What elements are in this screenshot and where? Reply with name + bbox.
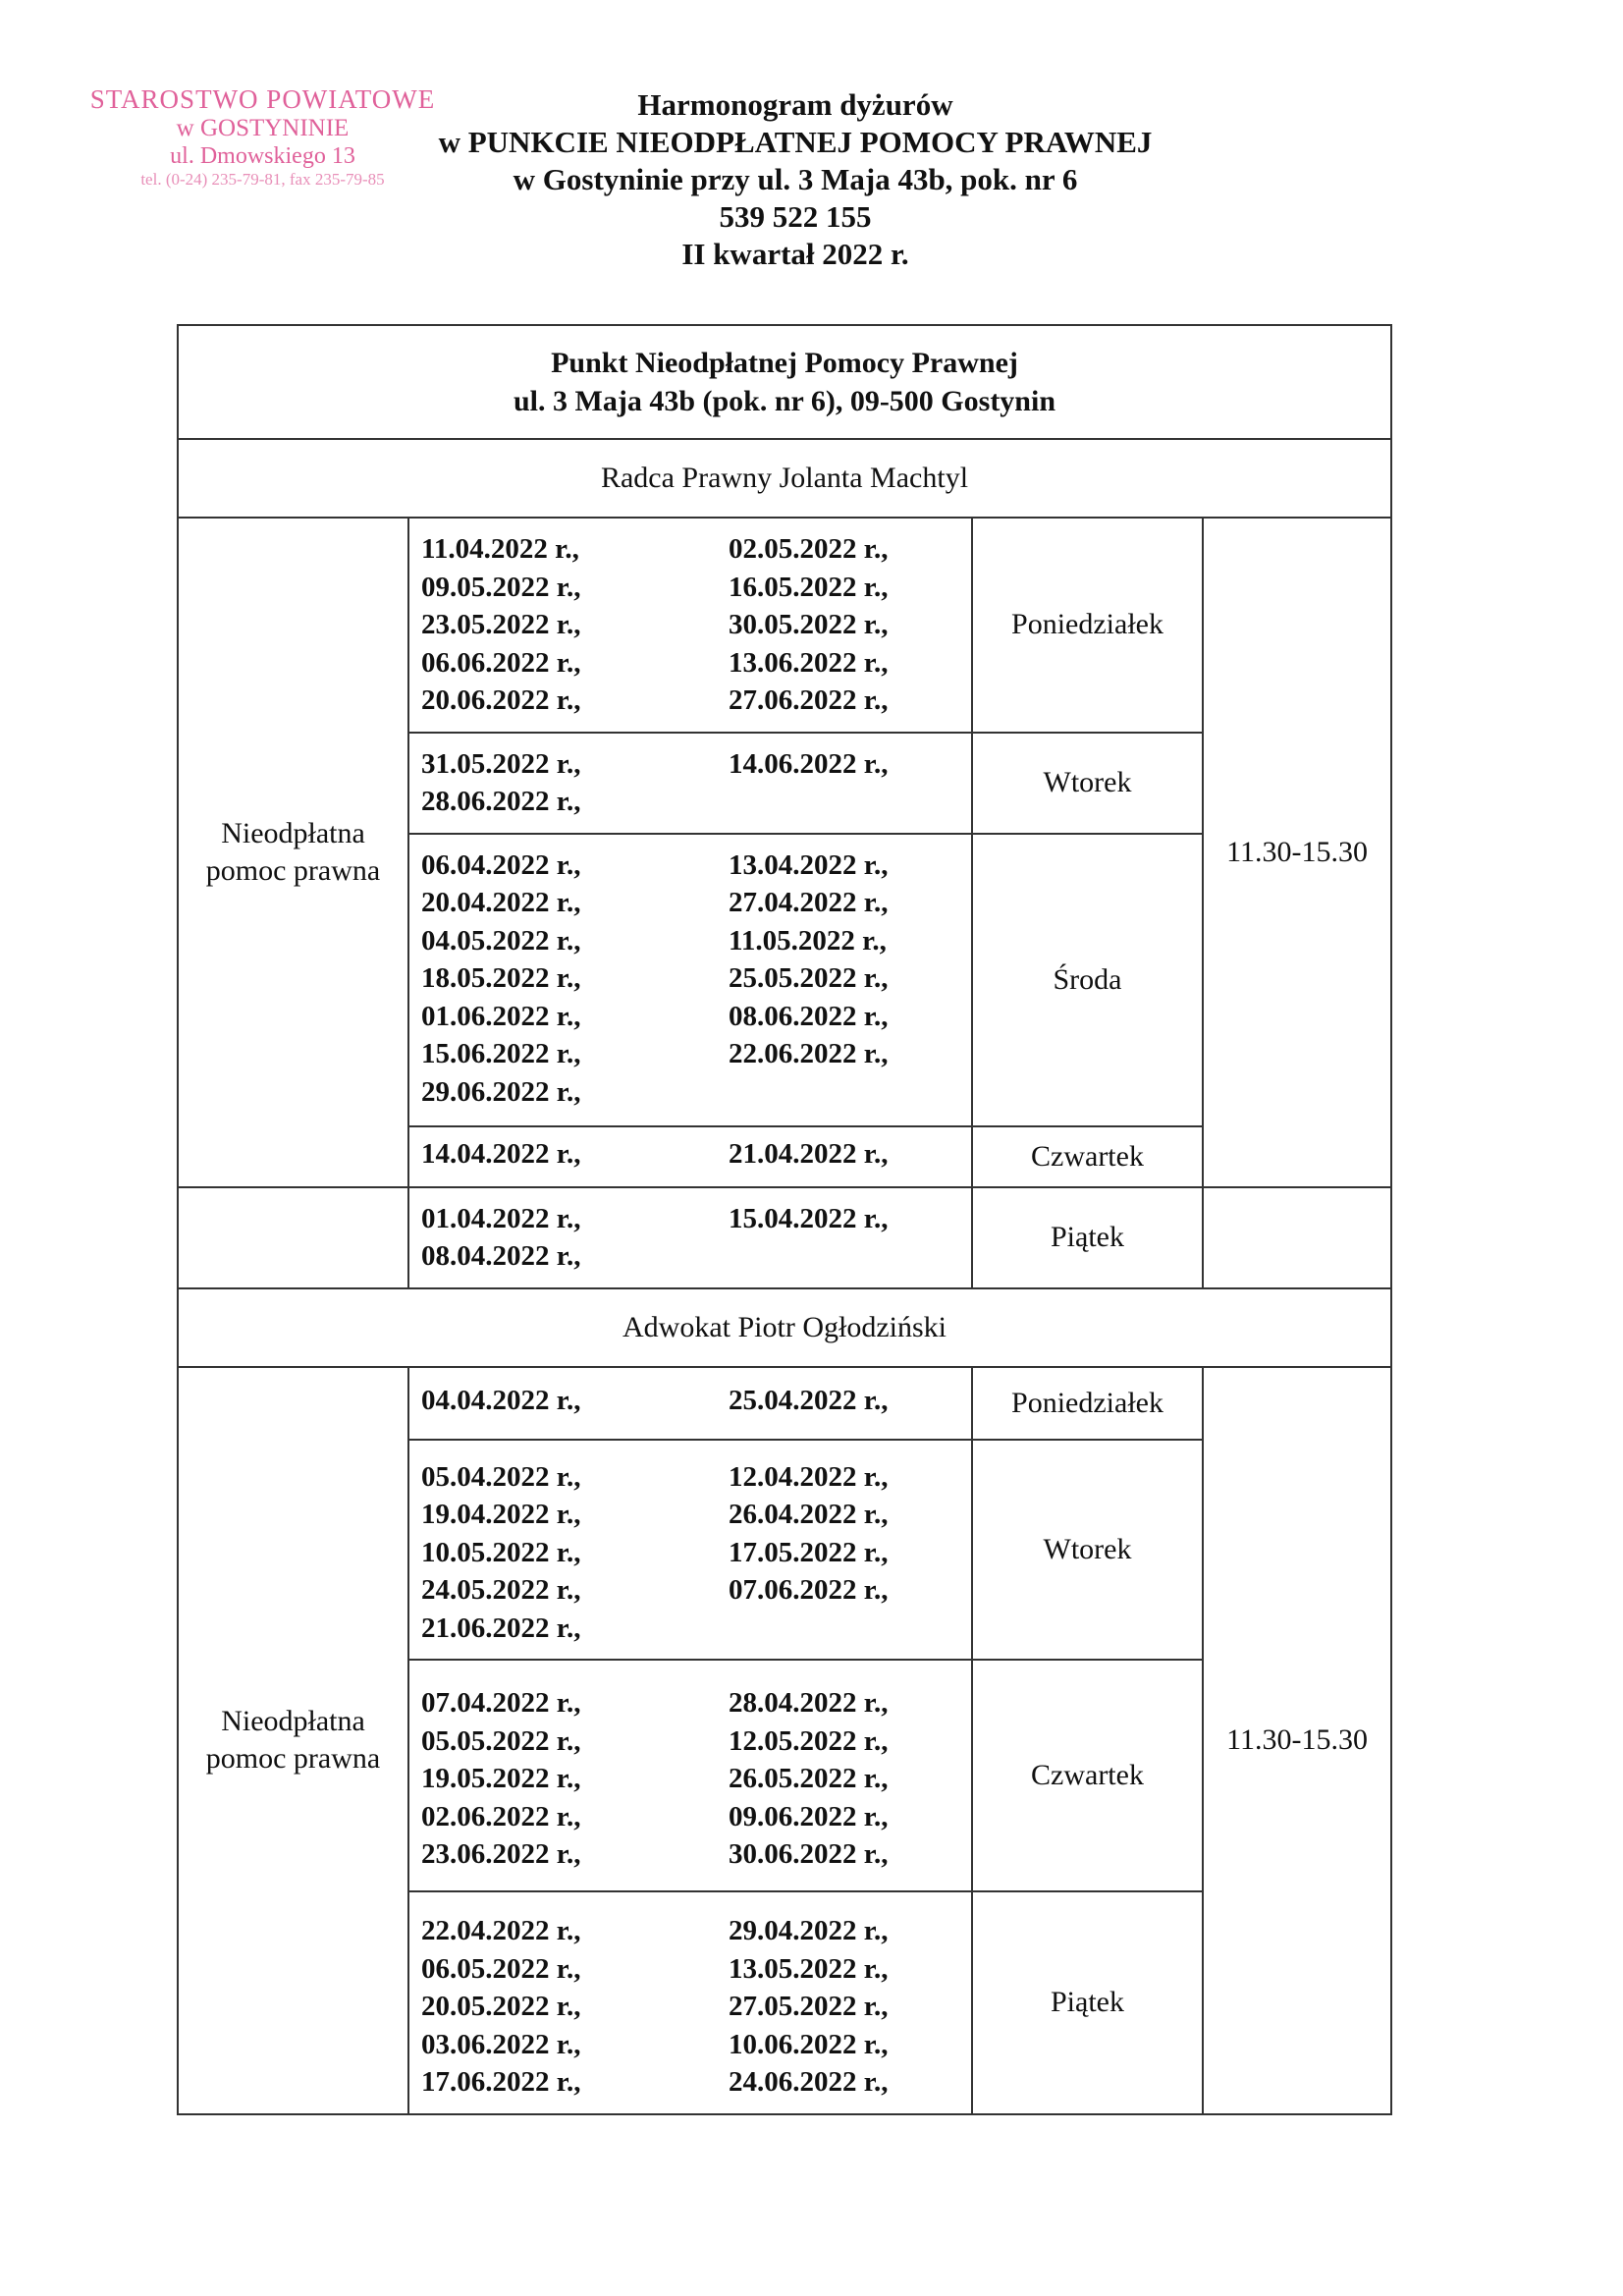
- section-2-dates-monday: [408, 1367, 972, 1440]
- date-entry: 24.05.2022 r.,: [421, 1574, 581, 1606]
- date-entry: 18.05.2022 r.,: [421, 962, 581, 994]
- date-entry: 06.04.2022 r.,: [421, 848, 581, 881]
- date-entry: 22.06.2022 r.,: [729, 1038, 889, 1069]
- date-entry: 11.04.2022 r.,: [421, 533, 579, 565]
- section-2-day-tuesday: Wtorek: [972, 1440, 1203, 1661]
- date-entry: 02.06.2022 r.,: [421, 1800, 581, 1832]
- section-2-service-label: [178, 1367, 408, 2114]
- stamp-line-1: STAROSTWO POWIATOWE: [89, 84, 436, 114]
- section-1-day-monday: Poniedziałek: [972, 518, 1203, 733]
- section-1-hours: 11.30-15.30: [1203, 518, 1391, 1187]
- date-entry: 30.06.2022 r.,: [729, 1838, 889, 1870]
- date-entry: 03.06.2022 r.,: [421, 2028, 581, 2060]
- section-1-dates-friday: [408, 1187, 972, 1288]
- date-entry: 15.04.2022 r.,: [729, 1202, 889, 1234]
- date-entry: 23.06.2022 r.,: [421, 1838, 581, 1870]
- date-entry: 29.04.2022 r.,: [729, 1915, 889, 1946]
- section-1-day-tuesday: Wtorek: [972, 733, 1203, 834]
- header-line-3: w Gostyninie przy ul. 3 Maja 43b, pok. nr 6: [513, 162, 1078, 196]
- header-phone: 539 522 155: [719, 199, 872, 234]
- document-header: [393, 86, 1198, 273]
- stamp-line-3: ul. Dmowskiego 13: [170, 142, 355, 169]
- section-2-day-monday: Poniedziałek: [972, 1367, 1203, 1440]
- date-entry: 17.06.2022 r.,: [421, 2066, 581, 2098]
- date-entry: 25.05.2022 r.,: [729, 962, 889, 994]
- section-1-dates-tuesday: [408, 733, 972, 834]
- section-2-dates-thursday: [408, 1660, 972, 1891]
- date-entry: 02.05.2022 r.,: [729, 533, 889, 565]
- date-entry: 08.06.2022 r.,: [729, 1000, 889, 1032]
- date-entry: 23.05.2022 r.,: [421, 609, 581, 640]
- date-entry: 05.04.2022 r.,: [421, 1460, 581, 1493]
- date-entry: 10.05.2022 r.,: [421, 1536, 581, 1568]
- stamp-line-4: tel. (0-24) 235-79-81, fax 235-79-85: [140, 170, 385, 190]
- date-entry: 16.05.2022 r.,: [729, 571, 889, 603]
- point-header-cell: [178, 325, 1391, 439]
- section-2-person: Adwokat Piotr Ogłodziński: [178, 1288, 1391, 1367]
- date-entry: 27.04.2022 r.,: [729, 887, 889, 918]
- date-entry: 22.04.2022 r.,: [421, 1915, 581, 1946]
- date-entry: 27.05.2022 r.,: [729, 1991, 889, 2022]
- section-1-dates-monday: [408, 518, 972, 733]
- date-entry: 12.04.2022 r.,: [729, 1460, 889, 1493]
- date-entry: 29.06.2022 r.,: [421, 1075, 581, 1108]
- section-1-dates-wednesday: [408, 834, 972, 1126]
- date-entry: 28.04.2022 r.,: [729, 1687, 889, 1719]
- section-1-day-wednesday: Środa: [972, 834, 1203, 1126]
- date-entry: 11.05.2022 r.,: [729, 924, 887, 957]
- date-entry: 09.05.2022 r.,: [421, 571, 581, 603]
- date-entry: 27.06.2022 r.,: [729, 684, 889, 716]
- date-entry: 13.05.2022 r.,: [729, 1952, 889, 1985]
- date-entry: [717, 1610, 971, 1648]
- date-entry: 21.06.2022 r.,: [421, 1612, 581, 1644]
- date-entry: 07.04.2022 r.,: [421, 1687, 581, 1719]
- date-entry: 19.04.2022 r.,: [421, 1499, 581, 1530]
- section-1-dates-thursday: [408, 1126, 972, 1187]
- date-entry: 21.04.2022 r.,: [729, 1137, 889, 1170]
- date-entry: 20.04.2022 r.,: [421, 887, 581, 918]
- header-line-2: w PUNKCIE NIEODPŁATNEJ POMOCY PRAWNEJ: [438, 125, 1153, 159]
- section-1-empty-hours-cell: [1203, 1187, 1391, 1288]
- service-label-line-2: pomoc prawna: [205, 1742, 381, 1775]
- section-1-day-thursday: Czwartek: [972, 1126, 1203, 1187]
- date-entry: 20.05.2022 r.,: [421, 1991, 581, 2022]
- date-entry: 07.06.2022 r.,: [729, 1574, 889, 1606]
- date-entry: 26.05.2022 r.,: [729, 1763, 889, 1794]
- date-entry: 17.05.2022 r.,: [729, 1536, 889, 1568]
- section-2-dates-tuesday: [408, 1440, 972, 1661]
- date-entry: 04.04.2022 r.,: [421, 1384, 581, 1416]
- service-label-line-1: Nieodpłatna: [221, 816, 365, 849]
- date-entry: 13.06.2022 r.,: [729, 646, 889, 679]
- date-entry: 01.06.2022 r.,: [421, 1000, 581, 1032]
- section-2-dates-friday: [408, 1891, 972, 2114]
- date-entry: 15.06.2022 r.,: [421, 1038, 581, 1069]
- date-entry: 05.05.2022 r.,: [421, 1724, 581, 1757]
- date-entry: [717, 1237, 971, 1276]
- date-entry: 08.04.2022 r.,: [421, 1240, 581, 1272]
- date-entry: 10.06.2022 r.,: [729, 2028, 889, 2060]
- date-entry: 01.04.2022 r.,: [421, 1202, 581, 1234]
- section-2-hours: 11.30-15.30: [1203, 1367, 1391, 2114]
- date-entry: 06.06.2022 r.,: [421, 646, 581, 679]
- schedule-table: [177, 324, 1392, 2115]
- date-entry: 30.05.2022 r.,: [729, 609, 889, 640]
- service-label-line-1: Nieodpłatna: [221, 1705, 365, 1737]
- date-entry: 14.06.2022 r.,: [729, 747, 889, 780]
- date-entry: 26.04.2022 r.,: [729, 1499, 889, 1530]
- date-entry: 19.05.2022 r.,: [421, 1763, 581, 1794]
- date-entry: 24.06.2022 r.,: [729, 2066, 889, 2098]
- date-entry: 04.05.2022 r.,: [421, 924, 581, 957]
- date-entry: 31.05.2022 r.,: [421, 747, 581, 780]
- section-1-day-friday: Piątek: [972, 1187, 1203, 1288]
- section-1-service-label: [178, 518, 408, 1187]
- section-2-day-friday: Piątek: [972, 1891, 1203, 2114]
- point-name: Punkt Nieodpłatnej Pomocy Prawnej: [551, 347, 1018, 379]
- date-entry: [717, 783, 971, 821]
- stamp-line-2: w GOSTYNINIE: [176, 115, 350, 142]
- point-address: ul. 3 Maja 43b (pok. nr 6), 09-500 Gostynin: [514, 385, 1056, 417]
- document-title: Harmonogram dyżurów: [637, 87, 953, 122]
- date-entry: 06.05.2022 r.,: [421, 1952, 581, 1985]
- date-entry: 13.04.2022 r.,: [729, 848, 889, 881]
- section-2-day-thursday: Czwartek: [972, 1660, 1203, 1891]
- date-entry: 28.06.2022 r.,: [421, 786, 581, 817]
- header-period: II kwartał 2022 r.: [681, 237, 909, 271]
- date-entry: 09.06.2022 r.,: [729, 1800, 889, 1832]
- section-1-empty-label-cell: [178, 1187, 408, 1288]
- date-entry: [717, 1073, 971, 1112]
- service-label-line-2: pomoc prawna: [205, 853, 381, 887]
- date-entry: 14.04.2022 r.,: [421, 1137, 581, 1170]
- date-entry: 25.04.2022 r.,: [729, 1384, 889, 1416]
- section-1-person: Radca Prawny Jolanta Machtyl: [178, 439, 1391, 518]
- date-entry: 12.05.2022 r.,: [729, 1724, 889, 1757]
- date-entry: 20.06.2022 r.,: [421, 684, 581, 716]
